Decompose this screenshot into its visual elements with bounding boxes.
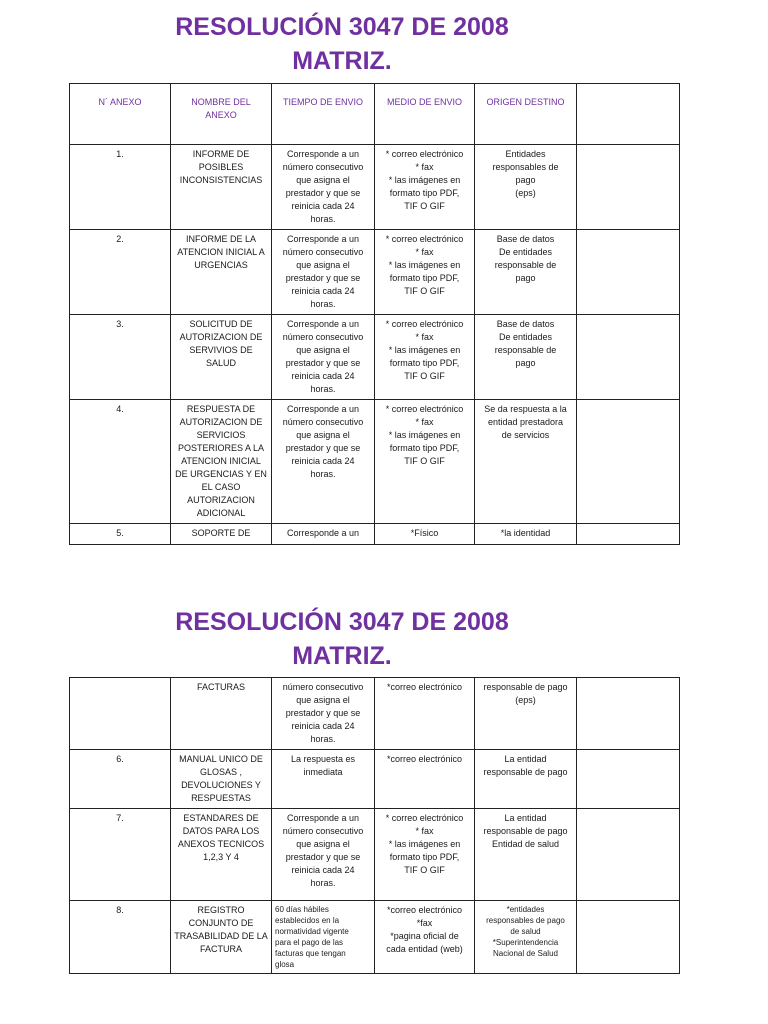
table-row [70, 750, 680, 809]
cell-anexo: 5. [70, 524, 171, 545]
matrix-table-page-2 [69, 677, 680, 974]
cell-nombre: SOLICITUD DE AUTORIZACION DE SERVIVIOS DE SALUD [171, 315, 272, 400]
cell-origen: Base de datos De entidades responsable de pago [475, 230, 577, 315]
table-row [70, 524, 680, 545]
table-row [70, 678, 680, 750]
table-row [70, 901, 680, 974]
cell-tiempo: Corresponde a un número consecutivo que asigna el prestador y que se reinicia cada 24 horas. [272, 145, 375, 230]
matrix-table-page-1 [69, 83, 680, 545]
title-line-1: RESOLUCIÓN 3047 DE 2008 [175, 608, 509, 636]
cell-extra [577, 230, 680, 315]
cell-nombre: FACTURAS [171, 678, 272, 750]
cell-tiempo: Corresponde a un número consecutivo que asigna el prestador y que se reinicia cada 24 horas. [272, 809, 375, 901]
cell-medio: * correo electrónico * fax * las imágenes en formato tipo PDF, TIF O GIF [375, 400, 475, 524]
table-row [70, 809, 680, 901]
cell-origen: La entidad responsable de pago Entidad de salud [475, 809, 577, 901]
cell-anexo: 1. [70, 145, 171, 230]
cell-tiempo: Corresponde a un número consecutivo que asigna el prestador y que se reinicia cada 24 horas. [272, 230, 375, 315]
cell-origen: Base de datos De entidades responsable de pago [475, 315, 577, 400]
cell-medio: *correo electrónico *fax *pagina oficial de cada entidad (web) [375, 901, 475, 974]
cell-tiempo: Corresponde a un número consecutivo que asigna el prestador y que se reinicia cada 24 horas. [272, 400, 375, 524]
cell-medio: * correo electrónico * fax * las imágenes en formato tipo PDF, TIF O GIF [375, 230, 475, 315]
cell-tiempo: número consecutivo que asigna el prestador y que se reinicia cada 24 horas. [272, 678, 375, 750]
cell-extra [577, 400, 680, 524]
cell-anexo: 7. [70, 809, 171, 901]
cell-extra [577, 809, 680, 901]
cell-origen: La entidad responsable de pago [475, 750, 577, 809]
header-origen: ORIGEN DESTINO [475, 84, 577, 145]
cell-medio: *correo electrónico [375, 678, 475, 750]
header-tiempo: TIEMPO DE ENVIO [272, 84, 375, 145]
cell-medio: * correo electrónico * fax * las imágenes en formato tipo PDF, TIF O GIF [375, 145, 475, 230]
document-title-repeat [0, 605, 684, 673]
table-header-row [70, 84, 680, 145]
cell-tiempo: La respuesta es inmediata [272, 750, 375, 809]
cell-anexo: 3. [70, 315, 171, 400]
table-row [70, 145, 680, 230]
cell-nombre: REGISTRO CONJUNTO DE TRASABILIDAD DE LA FACTURA [171, 901, 272, 974]
document-title [0, 10, 684, 78]
cell-extra [577, 315, 680, 400]
cell-tiempo: 60 días hábiles establecidos en la normatividad vigente para el pago de las facturas que tengan glosa [272, 901, 375, 974]
table-row [70, 400, 680, 524]
cell-anexo: 4. [70, 400, 171, 524]
cell-medio: *correo electrónico [375, 750, 475, 809]
cell-extra [577, 678, 680, 750]
cell-anexo: 6. [70, 750, 171, 809]
cell-origen: Entidades responsables de pago (eps) [475, 145, 577, 230]
cell-origen: *la identidad [475, 524, 577, 545]
header-empty [577, 84, 680, 145]
cell-nombre: ESTANDARES DE DATOS PARA LOS ANEXOS TECNICOS 1,2,3 Y 4 [171, 809, 272, 901]
table-row [70, 315, 680, 400]
header-medio: MEDIO DE ENVIO [375, 84, 475, 145]
cell-nombre: INFORME DE LA ATENCION INICIAL A URGENCIAS [171, 230, 272, 315]
cell-medio: * correo electrónico * fax * las imágenes en formato tipo PDF, TIF O GIF [375, 315, 475, 400]
title-line-2: MATRIZ. [292, 642, 392, 670]
cell-extra [577, 145, 680, 230]
cell-medio: *Físico [375, 524, 475, 545]
cell-nombre: INFORME DE POSIBLES INCONSISTENCIAS [171, 145, 272, 230]
cell-anexo: 2. [70, 230, 171, 315]
cell-extra [577, 750, 680, 809]
cell-origen: *entidades responsables de pago de salud *Superintendencia Nacional de Salud [475, 901, 577, 974]
table-row [70, 230, 680, 315]
header-anexo: N´ ANEXO [70, 84, 171, 145]
header-nombre: NOMBRE DEL ANEXO [171, 84, 272, 145]
cell-tiempo: Corresponde a un número consecutivo que asigna el prestador y que se reinicia cada 24 horas. [272, 315, 375, 400]
title-line-1: RESOLUCIÓN 3047 DE 2008 [175, 13, 509, 41]
cell-extra [577, 901, 680, 974]
cell-medio: * correo electrónico * fax * las imágenes en formato tipo PDF, TIF O GIF [375, 809, 475, 901]
cell-nombre: RESPUESTA DE AUTORIZACION DE SERVICIOS POSTERIORES A LA ATENCION INICIAL DE URGENCIAS Y EN EL CASO AUTORIZACION ADICIONAL [171, 400, 272, 524]
cell-extra [577, 524, 680, 545]
cell-origen: responsable de pago (eps) [475, 678, 577, 750]
cell-tiempo: Corresponde a un [272, 524, 375, 545]
cell-anexo [70, 678, 171, 750]
cell-anexo: 8. [70, 901, 171, 974]
cell-nombre: MANUAL UNICO DE GLOSAS , DEVOLUCIONES Y RESPUESTAS [171, 750, 272, 809]
cell-origen: Se da respuesta a la entidad prestadora de servicios [475, 400, 577, 524]
title-line-2: MATRIZ. [292, 47, 392, 75]
cell-nombre: SOPORTE DE [171, 524, 272, 545]
